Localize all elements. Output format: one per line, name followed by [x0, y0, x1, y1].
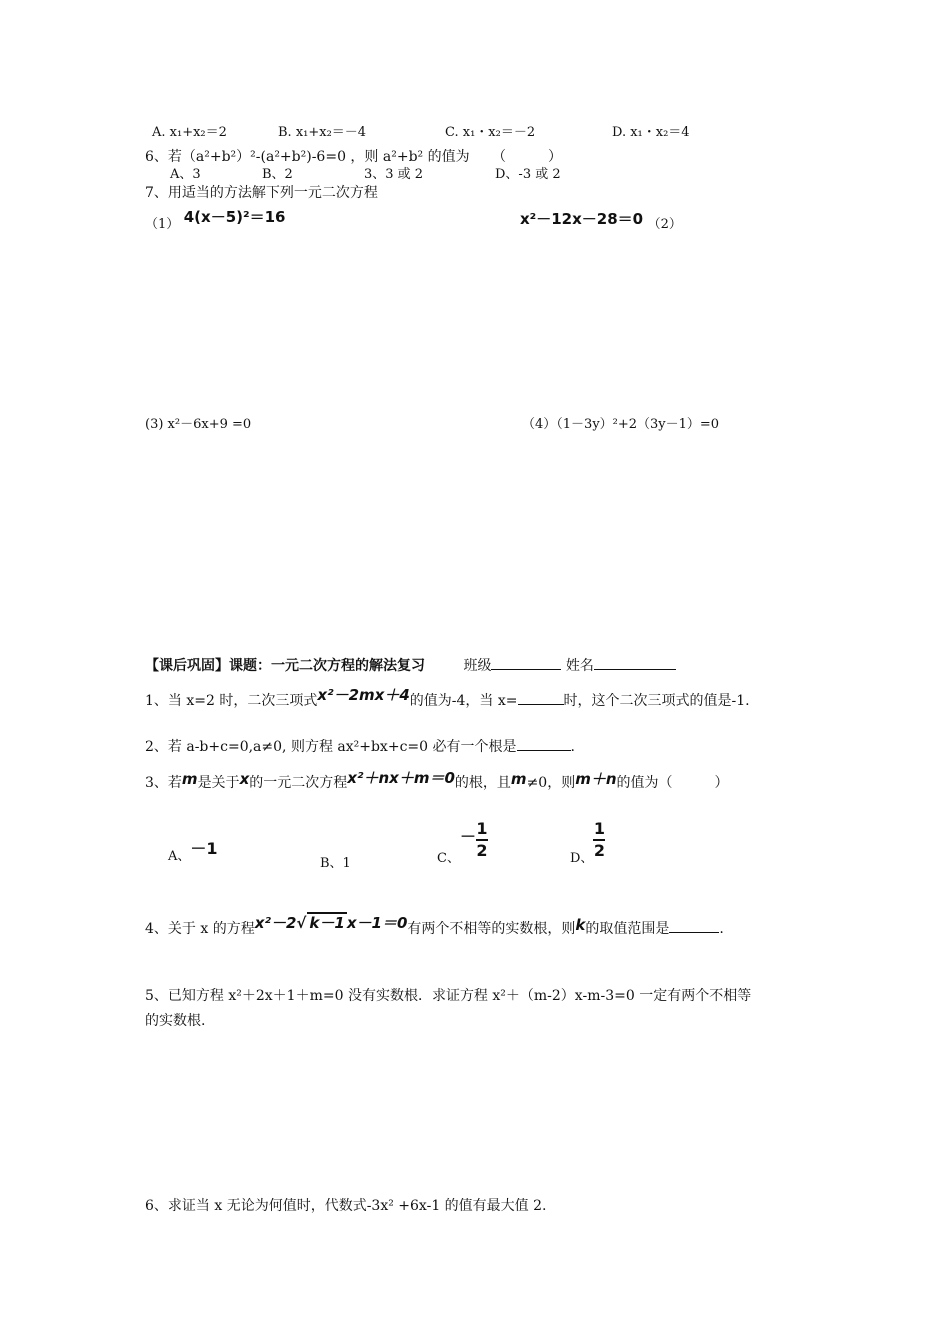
hw-q4-text-c: 的取值范围是	[585, 921, 670, 937]
hw-q3-option-a-label: A、	[168, 849, 191, 864]
name-label: 姓名	[565, 658, 594, 674]
hw-question-5-line-2: 的实数根.	[145, 1013, 206, 1029]
question-6-paren: （ ）	[492, 149, 563, 165]
name-blank	[594, 655, 676, 670]
hw-q2-blank	[517, 736, 571, 751]
hw-question-3	[145, 769, 729, 792]
hw-q3-option-c-fraction	[476, 820, 488, 860]
hw-question-5-line-1: 5、已知方程 x²＋2x＋1＋m=0 没有实数根．求证方程 x²＋（m-2）x-m-3=0 一定有两个不相等	[145, 988, 752, 1004]
hw-q3-var-m2: m	[510, 770, 527, 788]
class-label: 班级	[463, 658, 492, 674]
hw-q3-text-f: 的值为（ ）	[616, 775, 729, 791]
hw-q3-option-d-label: D、	[570, 851, 594, 866]
q7-part-4: （4）（1－3y）²+2（3y－1）=0	[522, 417, 720, 432]
hw-q3-option-a	[168, 839, 218, 866]
hw-q3-text-d: 的根，且	[454, 775, 511, 791]
section-heading-line	[145, 655, 676, 675]
q7-part-2	[520, 210, 682, 234]
q6-option-b: B、2	[262, 167, 293, 182]
question-7: 7、用适当的方法解下列一元二次方程	[145, 185, 378, 201]
hw-q3-option-c-label: C、	[437, 851, 460, 866]
hw-question-2	[145, 736, 575, 756]
option-a: A. x₁+x₂＝2	[152, 125, 227, 140]
hw-question-4	[145, 914, 724, 938]
hw-q3-option-d-numerator: 1	[593, 819, 605, 838]
class-blank	[491, 655, 561, 670]
hw-q4-expr-b: x－1＝0	[346, 914, 408, 932]
q7-part-1-equation: 4(x－5)²＝16	[183, 208, 286, 226]
hw-q3-option-c-denominator: 2	[476, 841, 488, 860]
hw-q4-var-k: k	[575, 916, 586, 934]
hw-q4-end: .	[719, 921, 724, 937]
option-b: B. x₁+x₂＝－4	[278, 125, 367, 140]
question-6-text: 6、若（a²+b²）²-(a²+b²)-6=0 ，则 a²+b² 的值为	[145, 149, 470, 165]
q7-part-3: (3) x²－6x+9 =0	[145, 417, 252, 432]
hw-question-6: 6、求证当 x 无论为何值时，代数式-3x² +6x-1 的值有最大值 2.	[145, 1198, 547, 1214]
hw-q3-option-c-sign: －	[459, 827, 476, 846]
hw-q3-expression: x²＋nx＋m＝0	[347, 769, 455, 787]
hw-q3-text-e: ≠0，则	[526, 775, 576, 791]
hw-q4-expr-sqrt: k－1	[309, 914, 345, 932]
sqrt-sign: √	[296, 914, 307, 932]
hw-q3-text-b: 是关于	[197, 775, 240, 791]
hw-q4-blank	[669, 918, 719, 933]
hw-q2-text: 2、若 a-b+c=0,a≠0, 则方程 ax²+bx+c=0 必有一个根是	[145, 739, 517, 755]
hw-q3-option-d-fraction	[593, 820, 605, 860]
hw-q4-text-a: 4、关于 x 的方程	[145, 921, 255, 937]
option-c: C. x₁・x₂＝－2	[445, 125, 536, 140]
hw-q2-end: .	[570, 739, 575, 755]
hw-q3-text-c: 的一元二次方程	[249, 775, 348, 791]
q7-part-2-equation: x²－12x－28＝0	[520, 210, 644, 228]
hw-q1-text-c: 时，这个二次三项式的值是-1.	[563, 693, 750, 709]
hw-q4-expr-a: x²－2	[254, 914, 297, 932]
q6-option-a: A、3	[170, 167, 201, 182]
hw-q1-text-b: 的值为-4，当 x=	[409, 693, 518, 709]
hw-q3-text-a: 3、若	[145, 775, 182, 791]
hw-q4-text-b: 有两个不相等的实数根，则	[407, 921, 576, 937]
hw-q3-option-c	[437, 819, 488, 866]
q7-part-1	[145, 208, 286, 234]
q6-option-c: 3、3 或 2	[364, 167, 424, 182]
hw-q1-text-a: 1、当 x=2 时，二次三项式	[145, 693, 318, 709]
hw-q3-option-c-numerator: 1	[476, 819, 488, 838]
hw-q3-var-m: m	[181, 770, 198, 788]
hw-q3-option-a-value: －1	[190, 839, 218, 858]
option-d: D. x₁・x₂＝4	[612, 125, 690, 140]
hw-q3-option-d-denominator: 2	[593, 841, 605, 860]
hw-q1-expression: x²－2mx＋4	[317, 686, 410, 704]
q7-part-2-label: （2）	[647, 217, 682, 232]
question-6-top	[145, 148, 562, 166]
hw-q3-option-d	[570, 819, 605, 866]
hw-q1-blank	[518, 690, 564, 705]
q6-option-d: D、-3 或 2	[495, 167, 561, 182]
hw-q3-var-x: x	[239, 770, 250, 788]
hw-q3-option-b: B、1	[320, 856, 351, 871]
section-heading: 【课后巩固】课题：一元二次方程的解法复习	[145, 658, 425, 674]
hw-question-1	[145, 686, 750, 710]
q7-part-1-label: （1）	[145, 217, 180, 232]
hw-q4-expression	[255, 914, 408, 932]
hw-q3-expr-mn: m＋n	[575, 770, 617, 788]
